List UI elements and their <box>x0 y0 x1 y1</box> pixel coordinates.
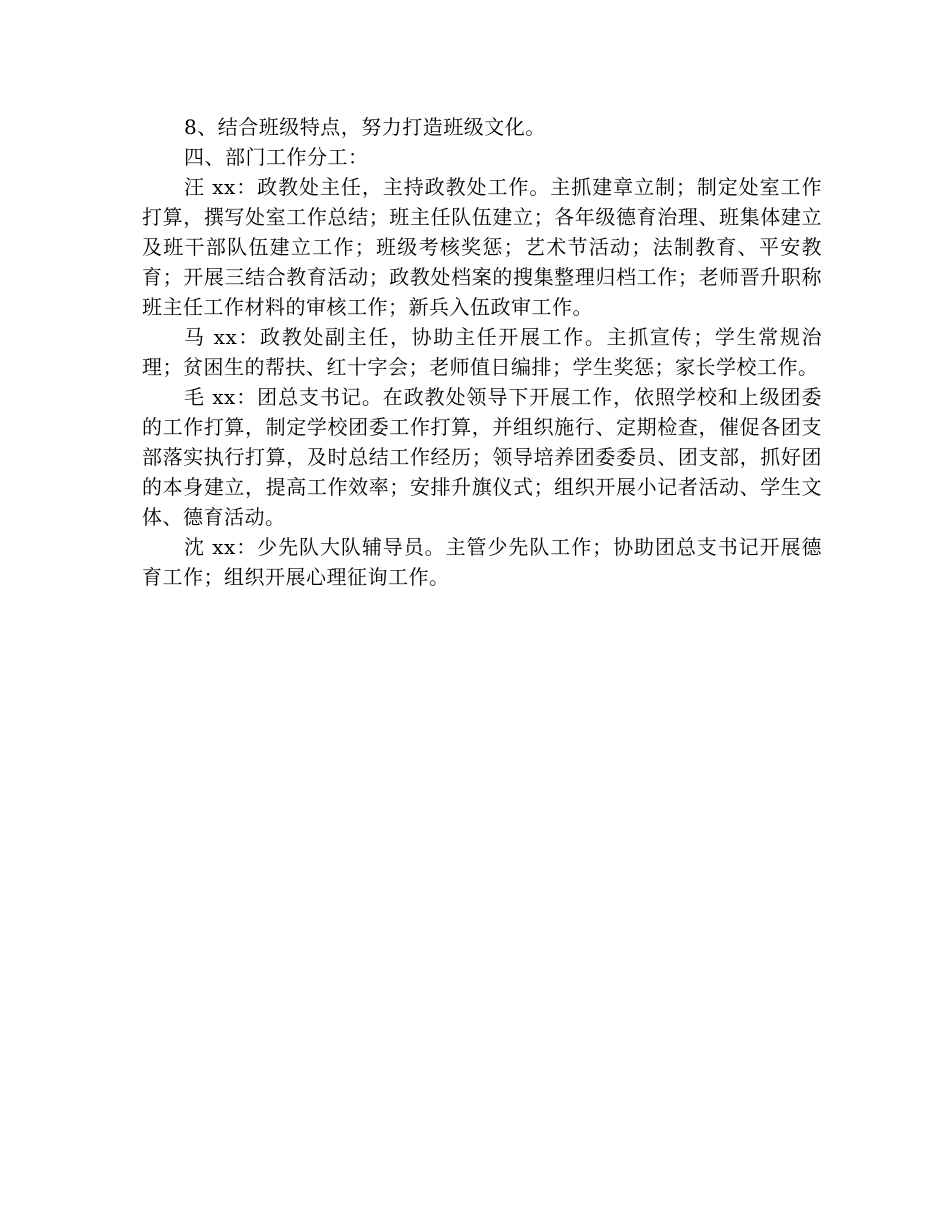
paragraph-director-wang: 汪 xx：政教处主任，主持政教处工作。主抓建章立制；制定处室工作打算，撰写处室工作总结；班主任队伍建立；各年级德育治理、班集体建立及班干部队伍建立工作；班级考核奖惩；艺术节活动；法制教育、平安教育；开展三结合教育活动；政教处档案的搜集整理归档工作；老师晋升职称班主任工作材料的审核工作；新兵入伍政审工作。 <box>142 175 822 319</box>
section-heading-division-of-work: 四、部门工作分工： <box>184 145 369 169</box>
document-body <box>142 112 822 592</box>
paragraph-deputy-director-ma: 马 xx：政教处副主任，协助主任开展工作。主抓宣传；学生常规治理；贫困生的帮扶、红十字会；老师值日编排；学生奖惩；家长学校工作。 <box>142 325 822 379</box>
paragraph-class-culture: 8、结合班级特点，努力打造班级文化。 <box>184 115 546 139</box>
paragraph-league-secretary-mao: 毛 xx：团总支书记。在政教处领导下开展工作，依照学校和上级团委的工作打算，制定学校团委工作打算，并组织施行、定期检查，催促各团支部落实执行打算，及时总结工作经历；领导培养团委委员、团支部，抓好团的本身建立，提高工作效率；安排升旗仪式；组织开展小记者活动、学生文体、德育活动。 <box>142 385 822 529</box>
paragraph-pioneer-counselor-shen: 沈 xx：少先队大队辅导员。主管少先队工作；协助团总支书记开展德育工作；组织开展心理征询工作。 <box>142 535 822 589</box>
